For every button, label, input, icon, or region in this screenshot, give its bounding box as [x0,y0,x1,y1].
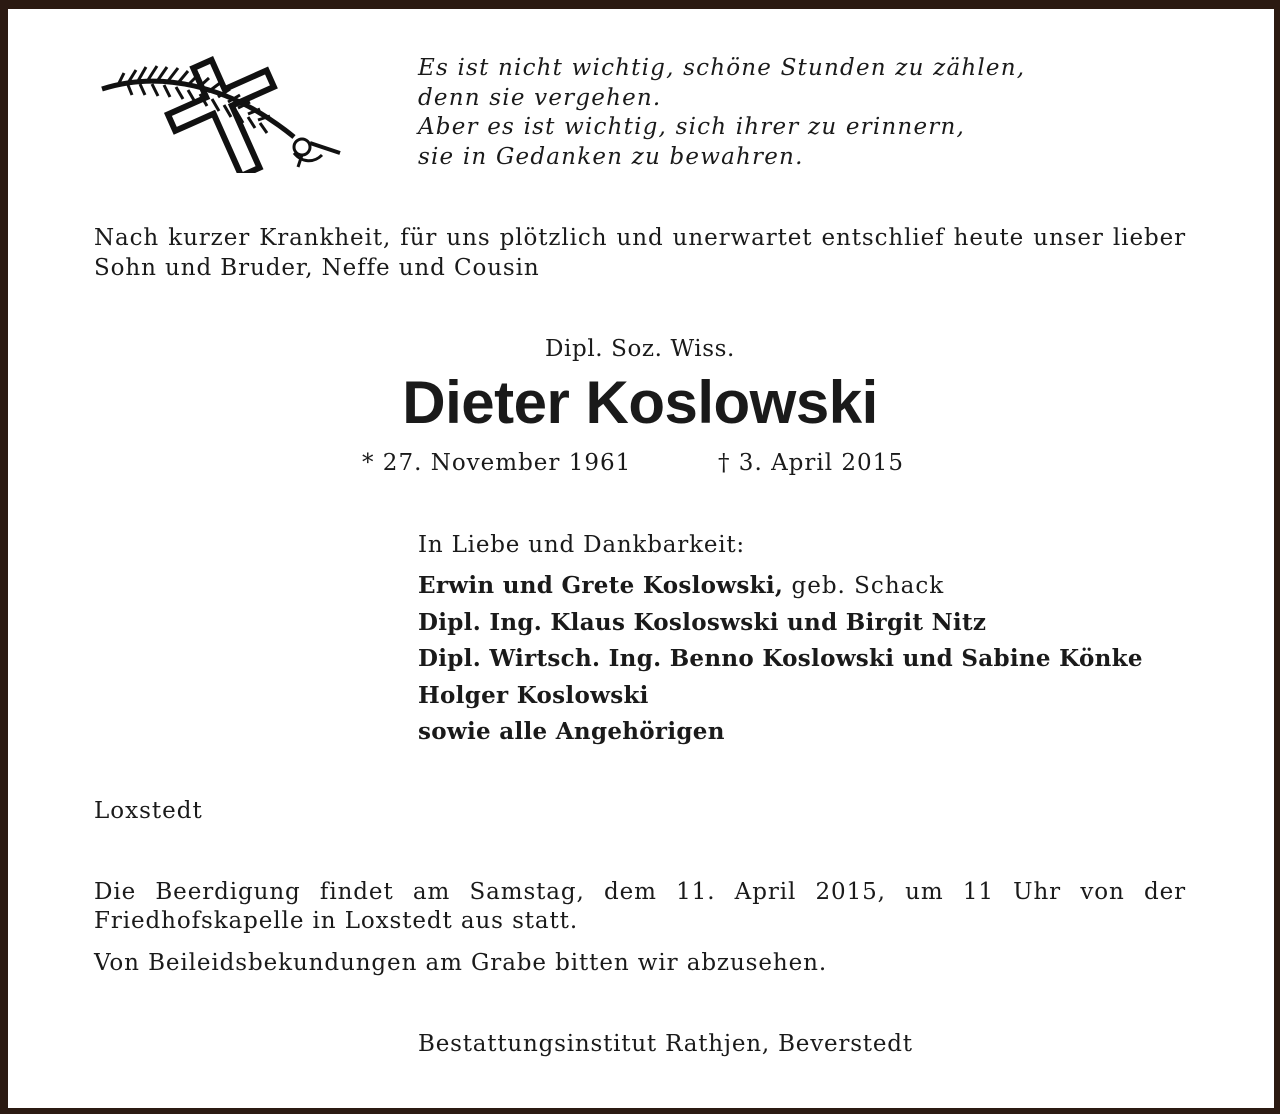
mourner-maiden-name: geb. Schack [783,573,945,599]
mourner-line: Dipl. Wirtsch. Ing. Benno Koslowski und Sabine Könke [418,645,1143,673]
mourners-list [418,568,1143,751]
quote-line: Es ist nicht wichtig, schöne Stunden zu zählen, [418,55,1026,81]
deceased-name: Dieter Koslowski [402,369,878,436]
funeral-info: Die Beerdigung findet am Samstag, dem 11. April 2015, um 11 Uhr von der Friedhofskapelle in Loxstedt aus statt. [94,879,1186,934]
mourners-heading: In Liebe und Dankbarkeit: [418,532,745,558]
intro-text: Nach kurzer Krankheit, für uns plötzlich und unerwartet entschlief heute unser lieber Sohn und Bruder, Neffe und Cousin [94,225,1186,281]
deceased-title: Dipl. Soz. Wiss. [545,336,735,362]
mourner-line: sowie alle Angehörigen [418,718,725,746]
place-name: Loxstedt [94,798,203,824]
death-date: † 3. April 2015 [718,450,904,476]
birth-date: * 27. November 1961 [362,450,632,476]
memorial-quote [418,54,1025,172]
quote-line: sie in Gedanken zu bewahren. [418,143,804,170]
undertaker-name: Bestattungsinstitut Rathjen, Beverstedt [418,1031,913,1057]
mourner-line: Holger Koslowski [418,681,649,709]
mourner-line: Dipl. Ing. Klaus Kosloswski und Birgit Nitz [418,608,987,636]
cross-with-palm-branch-icon [98,55,346,173]
mourner-name: Erwin und Grete Koslowski, [418,572,784,599]
quote-line: Aber es ist wichtig, sich ihrer zu erinnern, [418,114,965,140]
mourner-line [418,568,1143,605]
quote-line: denn sie vergehen. [418,84,662,111]
condolence-note: Von Beileidsbekundungen am Grabe bitten wir abzusehen. [94,950,828,976]
